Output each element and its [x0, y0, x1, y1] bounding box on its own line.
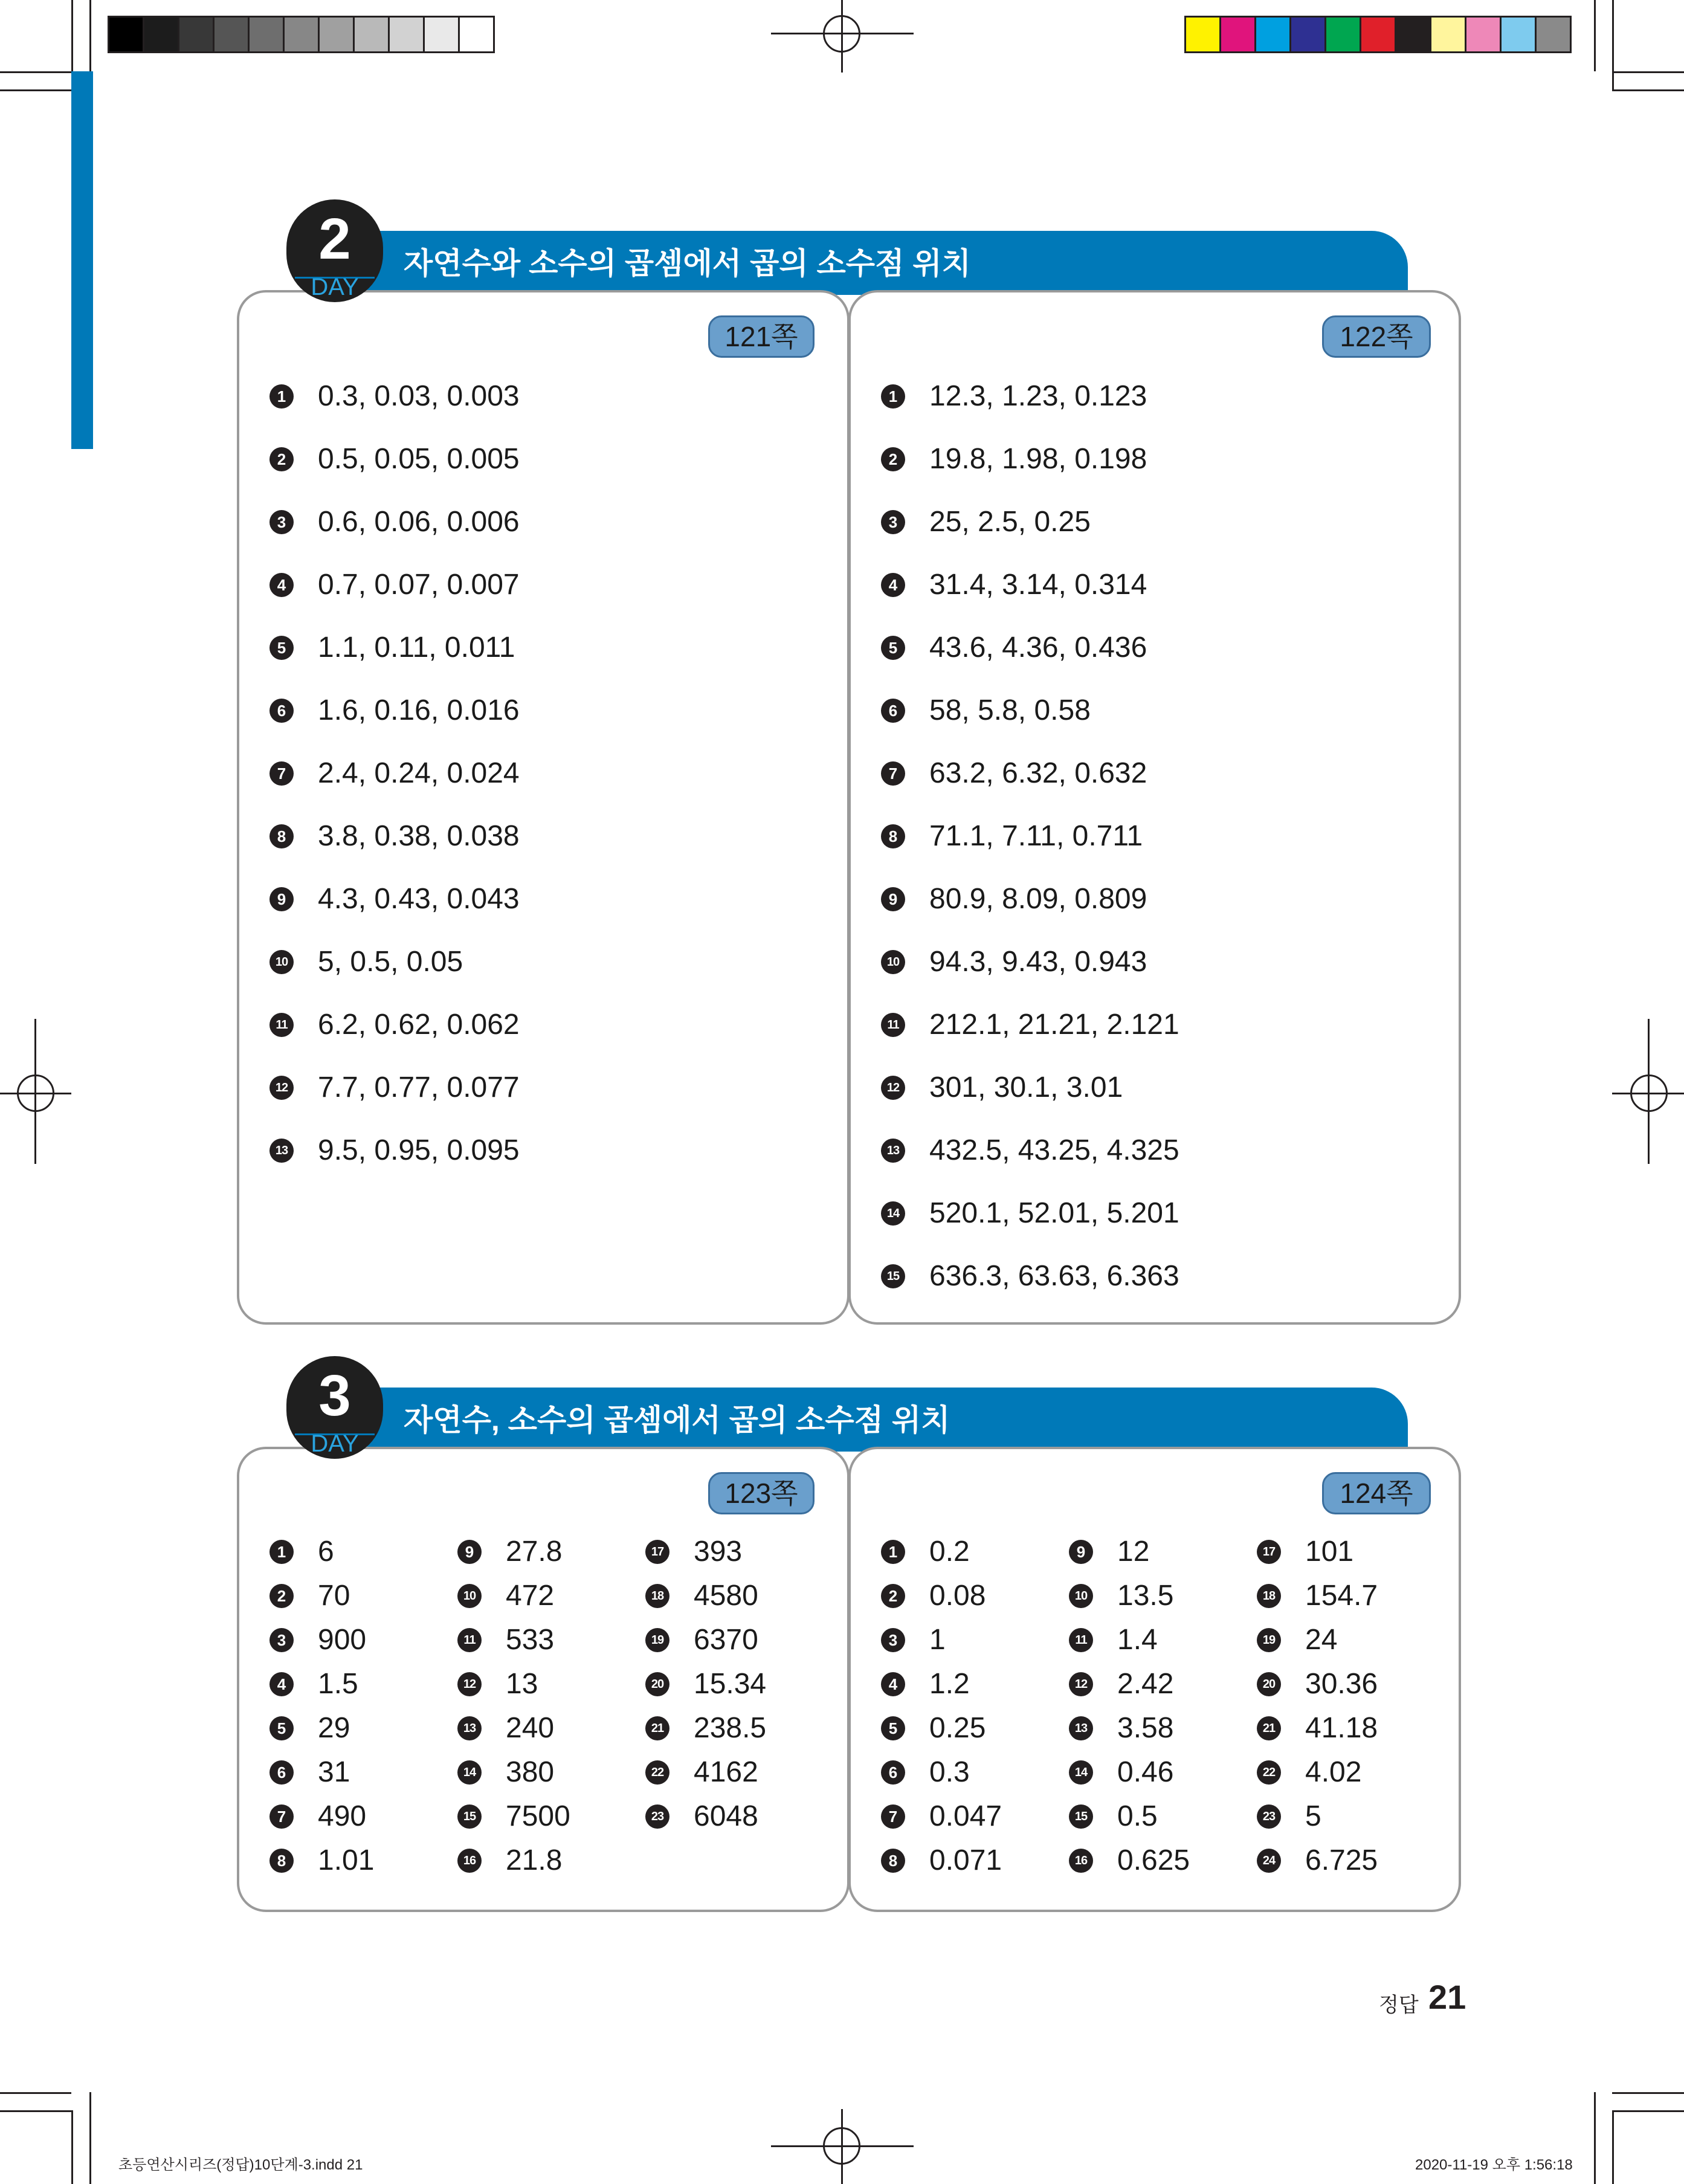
answer-value: 1.5	[318, 1668, 358, 1700]
question-number: 3	[269, 510, 294, 534]
day-label: DAY	[311, 1430, 359, 1457]
question-number: 20	[645, 1672, 669, 1696]
day-number: 2	[318, 207, 351, 271]
question-number: 2	[881, 1584, 905, 1608]
question-number: 7	[881, 1804, 905, 1829]
answer-value: 4580	[694, 1580, 758, 1612]
answer-value: 6	[318, 1536, 334, 1568]
answer-value: 0.08	[929, 1580, 986, 1612]
question-number: 9	[269, 887, 294, 911]
color-swatch	[353, 16, 390, 53]
page-label: 123쪽	[708, 1472, 815, 1514]
question-number: 19	[1257, 1628, 1281, 1652]
question-number: 22	[645, 1760, 669, 1785]
question-number: 21	[1257, 1716, 1281, 1740]
question-number: 1	[881, 1540, 905, 1564]
question-number: 14	[457, 1760, 482, 1785]
answer-value: 13	[506, 1668, 538, 1700]
answer-value: 21.8	[506, 1844, 563, 1876]
answer-value: 71.1, 7.11, 0.711	[929, 820, 1143, 852]
color-swatch	[1360, 16, 1396, 53]
color-swatch	[143, 16, 179, 53]
answer-value: 9.5, 0.95, 0.095	[318, 1134, 520, 1166]
color-swatch	[213, 16, 250, 53]
question-number: 1	[269, 384, 294, 409]
answer-value: 12.3, 1.23, 0.123	[929, 380, 1147, 412]
question-number: 3	[881, 1628, 905, 1652]
question-number: 8	[269, 824, 294, 848]
answer-value: 1.2	[929, 1668, 970, 1700]
question-number: 8	[881, 1849, 905, 1873]
question-number: 11	[1069, 1628, 1093, 1652]
answer-value: 80.9, 8.09, 0.809	[929, 883, 1147, 915]
color-swatch	[178, 16, 215, 53]
color-swatch	[1219, 16, 1256, 53]
answer-panel-right	[848, 290, 1461, 1325]
question-number: 5	[269, 636, 294, 660]
question-number: 23	[1257, 1804, 1281, 1829]
answer-value: 0.5	[1117, 1800, 1158, 1832]
answer-value: 1.6, 0.16, 0.016	[318, 694, 520, 726]
answer-value: 13.5	[1117, 1580, 1174, 1612]
day-label: DAY	[311, 274, 359, 300]
section-title: 자연수, 소수의 곱셈에서 곱의 소수점 위치	[404, 1403, 950, 1437]
answer-value: 0.25	[929, 1712, 986, 1744]
answer-value: 31.4, 3.14, 0.314	[929, 569, 1147, 601]
answer-value: 490	[318, 1800, 367, 1832]
answer-value: 6.2, 0.62, 0.062	[318, 1009, 520, 1041]
answer-value: 7500	[506, 1800, 570, 1832]
answer-value: 12	[1117, 1536, 1150, 1568]
answer-panel-left	[237, 290, 850, 1325]
color-swatch	[1324, 16, 1361, 53]
color-swatch	[423, 16, 460, 53]
answer-value: 27.8	[506, 1536, 563, 1568]
question-number: 20	[1257, 1672, 1281, 1696]
question-number: 6	[269, 699, 294, 723]
question-number: 4	[269, 573, 294, 597]
question-number: 21	[645, 1716, 669, 1740]
answer-value: 0.6, 0.06, 0.006	[318, 506, 520, 538]
answer-value: 0.3	[929, 1756, 970, 1788]
answer-value: 30.36	[1305, 1668, 1378, 1700]
question-number: 3	[269, 1628, 294, 1652]
answer-value: 0.7, 0.07, 0.007	[318, 569, 520, 601]
answer-value: 432.5, 43.25, 4.325	[929, 1134, 1179, 1166]
question-number: 15	[881, 1264, 905, 1288]
question-number: 6	[269, 1760, 294, 1785]
answer-value: 25, 2.5, 0.25	[929, 506, 1091, 538]
answer-value: 63.2, 6.32, 0.632	[929, 757, 1147, 789]
answer-value: 4162	[694, 1756, 758, 1788]
question-number: 10	[881, 950, 905, 974]
question-number: 13	[881, 1139, 905, 1163]
answer-value: 6370	[694, 1624, 758, 1656]
answer-value: 0.071	[929, 1844, 1002, 1876]
question-number: 14	[881, 1201, 905, 1226]
question-number: 5	[881, 1716, 905, 1740]
answer-value: 3.58	[1117, 1712, 1174, 1744]
color-swatch	[1289, 16, 1326, 53]
question-number: 2	[269, 1584, 294, 1608]
color-swatch	[1535, 16, 1572, 53]
question-number: 9	[1069, 1540, 1093, 1564]
answer-value: 301, 30.1, 3.01	[929, 1071, 1123, 1103]
question-number: 5	[881, 636, 905, 660]
question-number: 2	[881, 447, 905, 471]
answer-value: 41.18	[1305, 1712, 1378, 1744]
color-swatch	[1500, 16, 1537, 53]
page-label: 121쪽	[708, 315, 815, 358]
page-label: 124쪽	[1322, 1472, 1431, 1514]
question-number: 4	[881, 1672, 905, 1696]
question-number: 6	[881, 1760, 905, 1785]
answer-value: 58, 5.8, 0.58	[929, 694, 1091, 726]
answer-value: 1	[929, 1624, 946, 1656]
answer-value: 94.3, 9.43, 0.943	[929, 946, 1147, 978]
color-swatch	[1465, 16, 1502, 53]
answer-value: 1.01	[318, 1844, 375, 1876]
answer-value: 19.8, 1.98, 0.198	[929, 443, 1147, 475]
answer-value: 7.7, 0.77, 0.077	[318, 1071, 520, 1103]
question-number: 5	[269, 1716, 294, 1740]
question-number: 7	[269, 761, 294, 786]
side-tab	[71, 71, 93, 449]
question-number: 10	[457, 1584, 482, 1608]
question-number: 3	[881, 510, 905, 534]
question-number: 8	[881, 824, 905, 848]
answer-value: 0.625	[1117, 1844, 1190, 1876]
answer-value: 101	[1305, 1536, 1354, 1568]
day-number: 3	[318, 1363, 351, 1428]
question-number: 4	[269, 1672, 294, 1696]
question-number: 12	[457, 1672, 482, 1696]
answer-value: 240	[506, 1712, 555, 1744]
answer-value: 533	[506, 1624, 555, 1656]
answer-value: 6048	[694, 1800, 758, 1832]
color-swatch	[318, 16, 355, 53]
color-swatch	[458, 16, 495, 53]
answer-value: 380	[506, 1756, 555, 1788]
question-number: 16	[457, 1849, 482, 1873]
question-number: 14	[1069, 1760, 1093, 1785]
answer-value: 238.5	[694, 1712, 767, 1744]
question-number: 10	[1069, 1584, 1093, 1608]
question-number: 13	[269, 1139, 294, 1163]
color-swatch	[1430, 16, 1466, 53]
question-number: 1	[881, 384, 905, 409]
question-number: 6	[881, 699, 905, 723]
color-swatch	[388, 16, 425, 53]
question-number: 1	[269, 1540, 294, 1564]
answer-value: 154.7	[1305, 1580, 1378, 1612]
day-badge	[286, 199, 383, 302]
answer-value: 4.02	[1305, 1756, 1362, 1788]
page-label: 122쪽	[1322, 315, 1431, 358]
question-number: 11	[881, 1013, 905, 1037]
answer-value: 1.1, 0.11, 0.011	[318, 632, 515, 664]
answer-value: 5, 0.5, 0.05	[318, 946, 463, 978]
question-number: 15	[1069, 1804, 1093, 1829]
color-swatch	[108, 16, 144, 53]
question-number: 17	[645, 1540, 669, 1564]
answer-value: 472	[506, 1580, 555, 1612]
question-number: 19	[645, 1628, 669, 1652]
answer-value: 6.725	[1305, 1844, 1378, 1876]
question-number: 11	[269, 1013, 294, 1037]
question-number: 11	[457, 1628, 482, 1652]
answer-value: 0.3, 0.03, 0.003	[318, 380, 520, 412]
answer-value: 0.2	[929, 1536, 970, 1568]
color-swatch	[1184, 16, 1221, 53]
answer-value: 212.1, 21.21, 2.121	[929, 1009, 1179, 1041]
color-swatch	[248, 16, 285, 53]
question-number: 12	[1069, 1672, 1093, 1696]
question-number: 23	[645, 1804, 669, 1829]
answer-value: 2.4, 0.24, 0.024	[318, 757, 520, 789]
answer-value: 520.1, 52.01, 5.201	[929, 1197, 1179, 1229]
question-number: 13	[457, 1716, 482, 1740]
question-number: 4	[881, 573, 905, 597]
answer-value: 900	[318, 1624, 367, 1656]
answer-value: 29	[318, 1712, 350, 1744]
question-number: 12	[881, 1076, 905, 1100]
color-swatch	[1395, 16, 1431, 53]
section-title: 자연수와 소수의 곱셈에서 곱의 소수점 위치	[404, 247, 971, 280]
question-number: 9	[457, 1540, 482, 1564]
answer-value: 24	[1305, 1624, 1338, 1656]
answer-value: 15.34	[694, 1668, 767, 1700]
question-number: 18	[1257, 1584, 1281, 1608]
answer-value: 5	[1305, 1800, 1321, 1832]
color-swatch	[1254, 16, 1291, 53]
answer-value: 43.6, 4.36, 0.436	[929, 632, 1147, 664]
answer-value: 4.3, 0.43, 0.043	[318, 883, 520, 915]
answer-value: 0.46	[1117, 1756, 1174, 1788]
page-number: 21	[1428, 1978, 1466, 2016]
answer-value: 70	[318, 1580, 350, 1612]
color-swatch	[283, 16, 320, 53]
question-number: 18	[645, 1584, 669, 1608]
question-number: 7	[269, 1804, 294, 1829]
question-number: 7	[881, 761, 905, 786]
question-number: 22	[1257, 1760, 1281, 1785]
question-number: 2	[269, 447, 294, 471]
answer-value: 3.8, 0.38, 0.038	[318, 820, 520, 852]
question-number: 9	[881, 887, 905, 911]
answer-panel-right	[848, 1447, 1461, 1912]
question-number: 13	[1069, 1716, 1093, 1740]
day-badge	[286, 1356, 383, 1459]
answer-value: 0.5, 0.05, 0.005	[318, 443, 520, 475]
answer-panel-left	[237, 1447, 850, 1912]
answer-value: 2.42	[1117, 1668, 1174, 1700]
answer-value: 636.3, 63.63, 6.363	[929, 1260, 1179, 1292]
question-number: 10	[269, 950, 294, 974]
question-number: 8	[269, 1849, 294, 1873]
question-number: 24	[1257, 1849, 1281, 1873]
print-slug-timestamp: 2020-11-19 오후 1:56:18	[1415, 2157, 1573, 2173]
footer-label: 정답	[1379, 1994, 1419, 2017]
question-number: 12	[269, 1076, 294, 1100]
answer-value: 393	[694, 1536, 743, 1568]
answer-value: 0.047	[929, 1800, 1002, 1832]
question-number: 15	[457, 1804, 482, 1829]
question-number: 17	[1257, 1540, 1281, 1564]
answer-value: 31	[318, 1756, 350, 1788]
question-number: 16	[1069, 1849, 1093, 1873]
answer-value: 1.4	[1117, 1624, 1158, 1656]
print-slug-file: 초등연산시리즈(정답)10단계-3.indd 21	[118, 2157, 363, 2173]
